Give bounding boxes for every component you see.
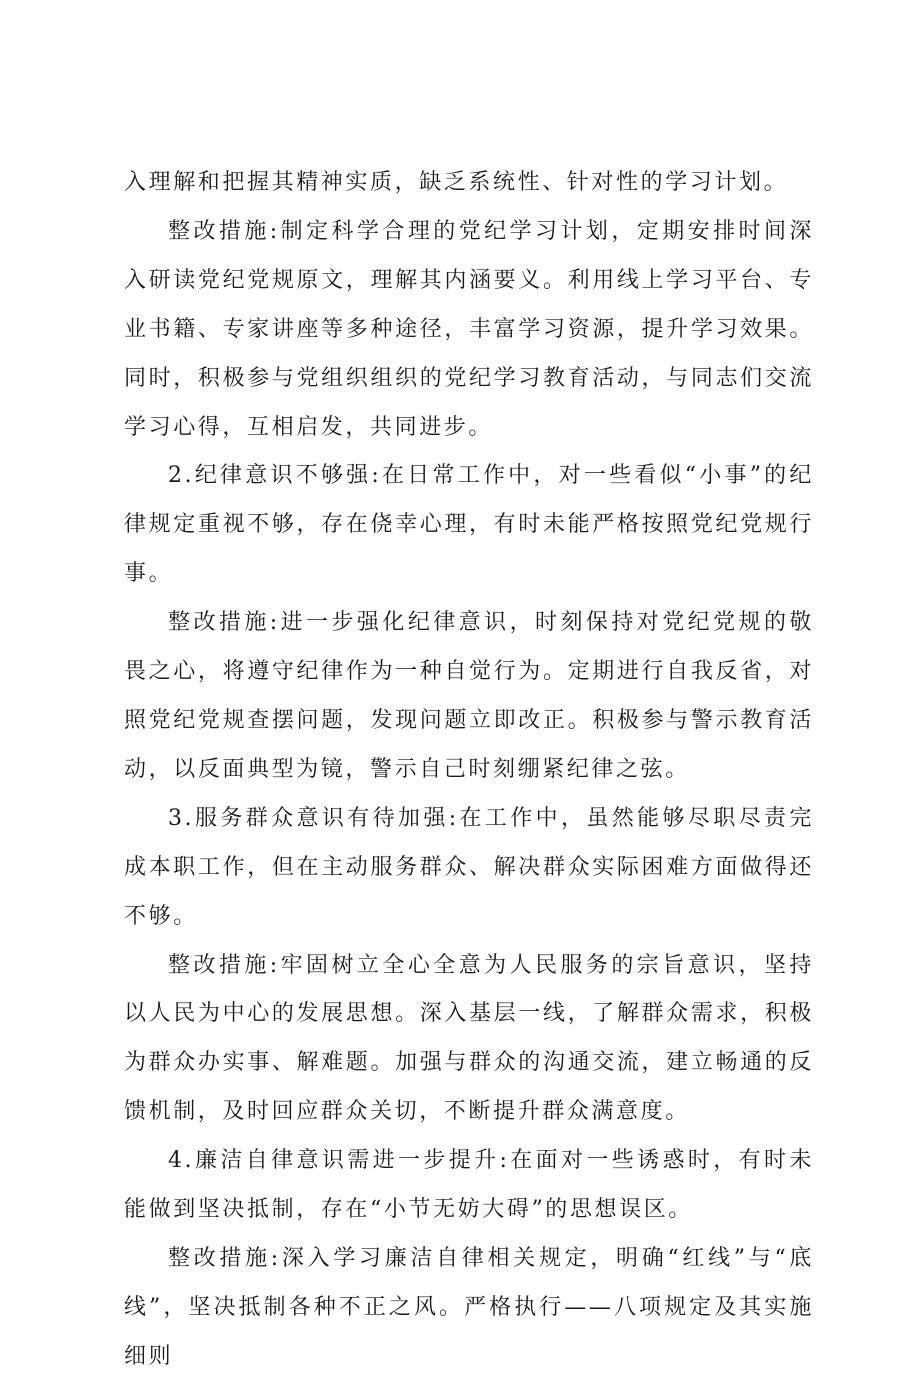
paragraph-label: 整改措施: — [168, 610, 280, 636]
paragraph-measure-3 — [124, 942, 814, 1138]
paragraph-text: 入理解和把握其精神实质，缺乏系统性、针对性的学习计划。 — [124, 170, 789, 195]
paragraph-problem-3 — [124, 795, 814, 942]
paragraph-problem-4 — [124, 1137, 814, 1235]
paragraph-text: 深入学习廉洁自律相关规定，明确“红线”与“底线”，坚决抵制各种不正之风。严格执行——八项规定及其实施细则 — [124, 1245, 814, 1369]
paragraph-measure-2 — [124, 599, 814, 795]
paragraph-measure-4 — [124, 1235, 814, 1382]
paragraph-measure-1 — [124, 208, 814, 453]
paragraph-text: 牢固树立全心全意为人民服务的宗旨意识，坚持以人民为中心的发展思想。深入基层一线，了解群众需求，积极为群众办实事、解难题。加强与群众的沟通交流，建立畅通的反馈机制，及时回应群众关切，不断提升群众满意度。 — [124, 952, 814, 1125]
paragraph-continuation — [124, 159, 814, 208]
paragraph-text: 在日常工作中，对一些看似“小事”的纪律规定重视不够，存在侥幸心理，有时未能严格按照党纪党规行事。 — [124, 463, 814, 587]
document-body — [124, 159, 814, 1382]
paragraph-text: 在工作中，虽然能够尽职尽责完成本职工作，但在主动服务群众、解决群众实际困难方面做得还不够。 — [124, 805, 815, 929]
paragraph-text: 制定科学合理的党纪学习计划，定期安排时间深入研读党纪党规原文，理解其内涵要义。利用线上学习平台、专业书籍、专家讲座等多种途径，丰富学习资源，提升学习效果。同时，积极参与党组织组织的党纪学习教育活动，与同志们交流学习心得，互相启发，共同进步。 — [124, 218, 814, 440]
paragraph-text: 进一步强化纪律意识，时刻保持对党纪党规的敬畏之心，将遵守纪律作为一种自觉行为。定期进行自我反省，对照党纪党规查摆问题，发现问题立即改正。积极参与警示教育活动，以反面典型为镜，警示自己时刻绷紧纪律之弦。 — [124, 610, 814, 782]
paragraph-text: 在面对一些诱惑时，有时未能做到坚决抵制，存在“小节无妨大碍”的思想误区。 — [124, 1148, 815, 1223]
paragraph-label: 2.纪律意识不够强: — [168, 463, 382, 489]
paragraph-label: 整改措施: — [168, 218, 280, 244]
paragraph-problem-2 — [124, 452, 814, 599]
paragraph-label: 整改措施: — [168, 1245, 281, 1271]
paragraph-label: 4.廉洁自律意识需进一步提升: — [168, 1148, 510, 1174]
paragraph-label: 3.服务群众意识有待加强: — [168, 805, 459, 831]
paragraph-label: 整改措施: — [168, 952, 280, 978]
